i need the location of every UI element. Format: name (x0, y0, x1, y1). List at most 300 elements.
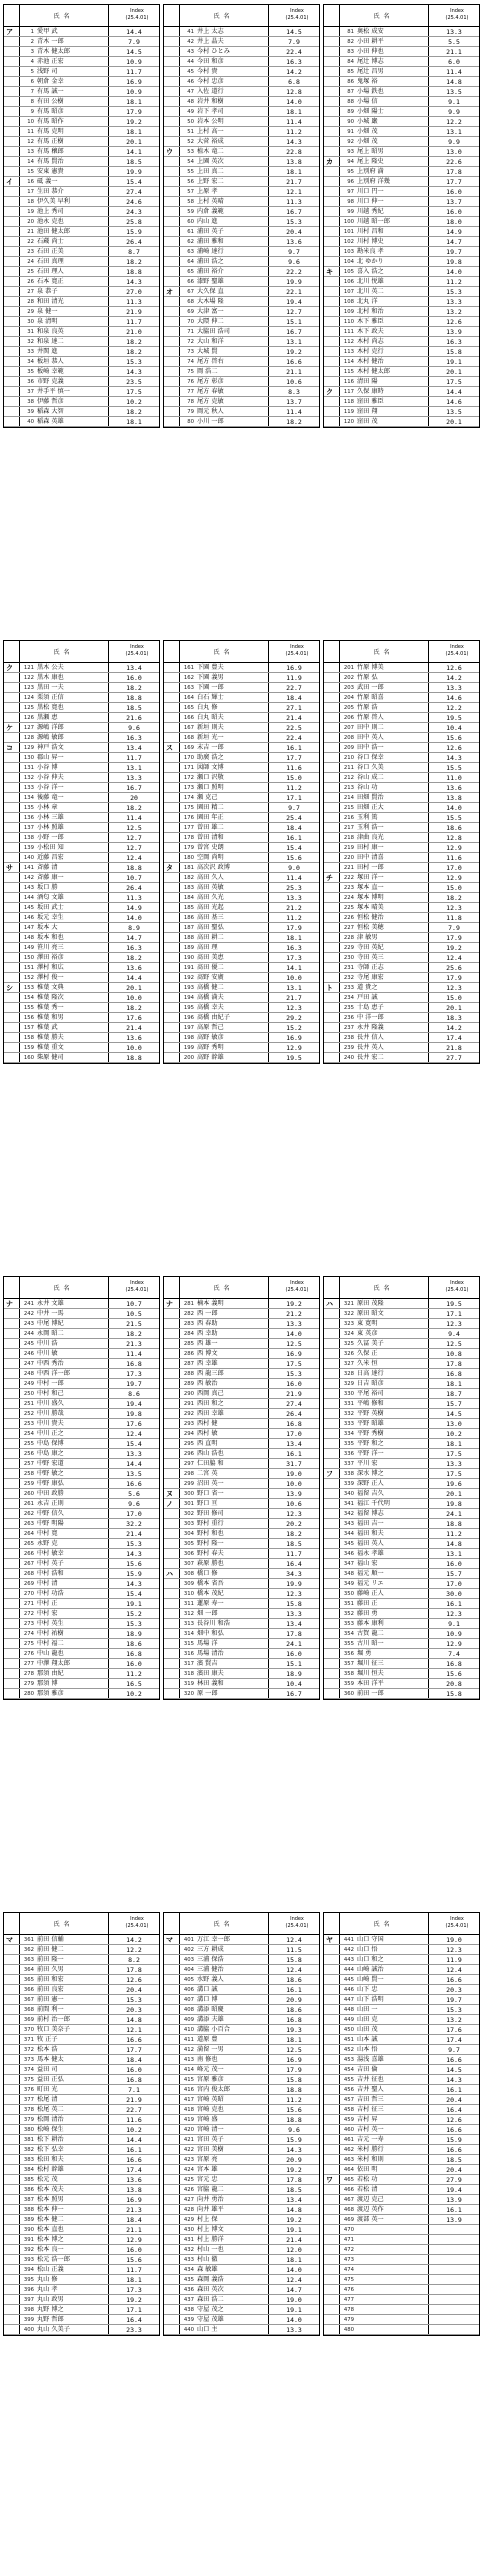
handicap-index: 19.5 (446, 1300, 462, 1308)
row-divider (428, 1033, 429, 1042)
handicap-index: 18.8 (126, 268, 142, 276)
handicap-index: 21.1 (126, 2226, 142, 2234)
row-divider (428, 1599, 429, 1608)
handicap-index: 19.8 (446, 1500, 462, 1508)
table-row (164, 277, 319, 287)
row-divider (428, 127, 429, 136)
row-divider (268, 337, 269, 346)
table-row (324, 167, 479, 177)
row-divider (428, 47, 429, 56)
row-divider (268, 127, 269, 136)
row-divider (428, 397, 429, 406)
row-number: 84 (347, 59, 354, 65)
row-number: 435 (183, 2277, 194, 2283)
column-header (164, 1913, 319, 1935)
handicap-index: 14.7 (126, 934, 142, 942)
handicap-index: 5.5 (448, 38, 460, 46)
table-row (164, 1499, 319, 1509)
row-number: 442 (343, 1947, 354, 1953)
member-name: 福江 千代明 (357, 1500, 390, 1507)
member-name: 中村 福二 (37, 1640, 64, 1647)
table-row (164, 377, 319, 387)
row-divider (108, 327, 109, 336)
member-name: 松下 弘幸 (37, 2146, 64, 2153)
row-divider (108, 1469, 109, 1478)
row-number: 317 (183, 1661, 194, 1667)
handicap-index: 14.1 (286, 964, 302, 972)
member-name: 中田 政勝 (37, 1490, 64, 1497)
table-row (324, 37, 479, 47)
row-number: 176 (183, 815, 194, 821)
member-name: 吉村 征三 (357, 2106, 384, 2113)
table-row (4, 1679, 159, 1689)
row-number: 253 (23, 1421, 34, 1427)
member-name: 有馬 昭彦 (37, 108, 64, 115)
member-name: 福留 博志 (357, 1510, 384, 1517)
table-row (324, 2035, 479, 2045)
member-name: 泉 清明 (37, 318, 58, 325)
table-row (324, 753, 479, 763)
handicap-index: 8.6 (128, 1390, 140, 1398)
row-divider (428, 1469, 429, 1478)
table-row (324, 993, 479, 1003)
table-row (4, 1499, 159, 1509)
member-name: 上園 英次 (197, 158, 224, 165)
handicap-index: 12.0 (286, 2246, 302, 2254)
row-number: 325 (343, 1341, 354, 1347)
handicap-index: 12.7 (126, 844, 142, 852)
row-number: 94 (347, 159, 354, 165)
row-divider (108, 2015, 109, 2024)
handicap-index: 19.0 (286, 2296, 302, 2304)
row-number: 162 (183, 675, 194, 681)
row-number: 300 (183, 1491, 194, 1497)
kana-group-label: タ (166, 864, 173, 872)
table-row (164, 1369, 319, 1379)
handicap-index: 13.1 (446, 128, 462, 136)
handicap-index: 16.3 (126, 734, 142, 742)
member-name: 中村 英子 (37, 1560, 64, 1567)
row-divider (108, 1519, 109, 1528)
row-number: 66 (187, 279, 194, 285)
member-name: 林田 義和 (197, 1680, 224, 1687)
table-row (324, 893, 479, 903)
handicap-index: 16.8 (126, 1650, 142, 1658)
row-number: 282 (183, 1311, 194, 1317)
row-number: 89 (347, 109, 354, 115)
row-divider (428, 1319, 429, 1328)
handicap-index: 16.1 (286, 744, 302, 752)
row-divider (268, 2225, 269, 2234)
member-name: 馬場 洋 (197, 1640, 218, 1647)
row-number: 448 (343, 2007, 354, 2013)
member-name: 坂田 武士 (37, 904, 64, 911)
handicap-index: 13.9 (286, 1490, 302, 1498)
row-divider (428, 2145, 429, 2154)
table-row (4, 157, 159, 167)
row-divider (268, 703, 269, 712)
member-name: 坂元 幸生 (37, 914, 64, 921)
row-divider (268, 873, 269, 882)
handicap-index: 27.4 (286, 1400, 302, 1408)
row-divider (268, 107, 269, 116)
member-name: 野村 重行 (197, 1520, 224, 1527)
row-number: 433 (183, 2257, 194, 2263)
row-number: 359 (343, 1681, 354, 1687)
row-divider (428, 923, 429, 932)
row-divider (428, 763, 429, 772)
table-row (4, 2035, 159, 2045)
member-name: 三浦 健治 (197, 1966, 224, 1973)
table-row (324, 1459, 479, 1469)
handicap-index: 7.9 (448, 924, 460, 932)
member-name: 伊藤 哲彦 (37, 398, 64, 405)
handicap-index: 27.7 (446, 1054, 462, 1062)
row-number: 208 (343, 735, 354, 741)
row-divider (268, 1519, 269, 1528)
member-name: 尾方 彰彦 (197, 378, 224, 385)
row-number: 141 (23, 865, 34, 871)
row-divider (428, 1359, 429, 1368)
name-header: 氏 名 (373, 1921, 391, 1928)
row-number: 38 (27, 399, 34, 405)
member-name: 那須 由紀 (37, 1670, 64, 1677)
table-row (324, 247, 479, 257)
row-number: 237 (343, 1025, 354, 1031)
row-divider (428, 873, 429, 882)
handicap-index: 14.5 (126, 48, 142, 56)
table-row (324, 397, 479, 407)
row-divider (108, 1639, 109, 1648)
row-divider (268, 147, 269, 156)
row-divider (108, 37, 109, 46)
member-name: 吉村 英一 (357, 2126, 384, 2133)
row-number: 443 (343, 1957, 354, 1963)
row-divider (268, 57, 269, 66)
table-row (164, 1629, 319, 1639)
handicap-index: 18.1 (446, 1440, 462, 1448)
table-row (4, 257, 159, 267)
row-divider (428, 377, 429, 386)
member-name: 道 貴之 (357, 984, 378, 991)
row-number: 428 (183, 2207, 194, 2213)
member-name: 清田 陽 (357, 378, 378, 385)
member-name: 松本 博之 (37, 2236, 64, 2243)
member-name: 有馬 誠一 (37, 88, 64, 95)
row-number: 74 (187, 359, 194, 365)
table-row (4, 1359, 159, 1369)
member-name: 野村 和也 (197, 1530, 224, 1537)
row-number: 478 (343, 2307, 354, 2313)
handicap-index: 19.2 (446, 944, 462, 952)
row-number: 120 (343, 419, 354, 425)
row-divider (108, 1985, 109, 1994)
member-name: 福山 宏 (357, 1560, 378, 1567)
table-row (164, 1589, 319, 1599)
handicap-index: 7.9 (288, 38, 300, 46)
member-name: 原田 茂隆 (357, 1300, 384, 1307)
row-number: 284 (183, 1331, 194, 1337)
row-number: 464 (343, 2167, 354, 2173)
table-row (164, 1023, 319, 1033)
row-number: 142 (23, 875, 34, 881)
row-divider (108, 2205, 109, 2214)
row-number: 449 (343, 2017, 354, 2023)
handicap-index: 15.9 (126, 228, 142, 236)
row-number: 111 (343, 329, 354, 335)
table-row (324, 1499, 479, 1509)
row-divider (428, 1329, 429, 1338)
row-number: 365 (23, 1977, 34, 1983)
member-name: 前村 治一郎 (37, 2016, 70, 2023)
member-name: 平川 宏 (357, 1460, 378, 1467)
handicap-index: 17.0 (126, 1510, 142, 1518)
table-row (164, 2195, 319, 2205)
index-header-label: Index (130, 1916, 144, 1922)
member-name: 福永 孝雄 (357, 1550, 384, 1557)
row-divider (108, 1549, 109, 1558)
handicap-index: 17.0 (446, 864, 462, 872)
row-divider (108, 377, 109, 386)
table-row (4, 287, 159, 297)
row-divider (268, 2125, 269, 2134)
table-row (4, 933, 159, 943)
table-row (324, 843, 479, 853)
table-row (164, 983, 319, 993)
row-divider (108, 2025, 109, 2034)
row-divider (268, 1509, 269, 1518)
row-divider (108, 2285, 109, 2294)
table-row (4, 2135, 159, 2145)
row-divider (428, 2235, 429, 2244)
row-number: 203 (343, 685, 354, 691)
table-row (164, 2225, 319, 2235)
row-divider (428, 367, 429, 376)
handicap-index: 19.4 (446, 2186, 462, 2194)
table-row (4, 77, 159, 87)
row-number: 105 (343, 269, 354, 275)
roster-column (323, 4, 480, 428)
row-divider (428, 177, 429, 186)
row-divider (428, 2055, 429, 2064)
handicap-index: 13.3 (286, 1320, 302, 1328)
table-row (4, 207, 159, 217)
table-row (324, 1409, 479, 1419)
handicap-index: 17.9 (286, 2066, 302, 2074)
name-header: 氏 名 (213, 1921, 231, 1928)
handicap-index: 13.7 (446, 198, 462, 206)
member-name: 池田 健太郎 (37, 228, 70, 235)
table-row (4, 1489, 159, 1499)
row-divider (268, 2155, 269, 2164)
row-divider (268, 913, 269, 922)
member-name: 二宮 英 (197, 1470, 218, 1477)
table-row (4, 883, 159, 893)
row-divider (268, 1499, 269, 1508)
row-number: 279 (23, 1681, 34, 1687)
member-name: 津曲 良光 (357, 834, 384, 841)
table-row (324, 2325, 479, 2335)
row-divider (108, 2075, 109, 2084)
member-name: 浦田 裕介 (197, 268, 224, 275)
row-number: 188 (183, 935, 194, 941)
row-number: 139 (23, 845, 34, 851)
roster-column (323, 1912, 480, 2336)
member-name: 前田 和宏 (37, 1976, 64, 1983)
kana-group-label: ヌ (166, 1490, 173, 1498)
table-row (164, 247, 319, 257)
table-row (4, 1669, 159, 1679)
row-divider (108, 1449, 109, 1458)
member-name: 中井 一馬 (37, 1310, 64, 1317)
row-number: 382 (23, 2147, 34, 2153)
member-name: 岩下 孝司 (197, 108, 224, 115)
member-name: 野村 春夫 (197, 1550, 224, 1557)
roster-column (323, 640, 480, 1064)
table-row (324, 57, 479, 67)
member-name: 黒松 寛也 (37, 704, 64, 711)
handicap-index: 18.2 (286, 418, 302, 426)
table-row (4, 1599, 159, 1609)
row-divider (428, 77, 429, 86)
handicap-index: 13.2 (446, 308, 462, 316)
handicap-index: 11.9 (446, 1956, 462, 1964)
handicap-index: 13.6 (446, 784, 462, 792)
roster-column (3, 640, 160, 1064)
member-name: 大山 和洋 (197, 338, 224, 345)
member-name: 末吉 一郎 (197, 744, 224, 751)
row-divider (268, 1349, 269, 1358)
row-number: 342 (343, 1511, 354, 1517)
handicap-index: 15.3 (126, 1996, 142, 2004)
row-divider (268, 973, 269, 982)
handicap-index: 20.1 (446, 418, 462, 426)
handicap-index: 13.5 (126, 1470, 142, 1478)
table-row (324, 227, 479, 237)
row-number: 174 (183, 795, 194, 801)
row-divider (428, 1955, 429, 1964)
table-row (324, 2105, 479, 2115)
member-name: 西 直明 (197, 1440, 218, 1447)
table-row (164, 1549, 319, 1559)
member-name: 湯浅 喜雄 (357, 2056, 384, 2063)
handicap-index: 21.9 (126, 2096, 142, 2104)
handicap-index: 19.7 (446, 248, 462, 256)
member-name: 久保 正 (357, 1350, 378, 1357)
header-divider (19, 641, 20, 662)
table-row (164, 1985, 319, 1995)
row-divider (428, 2295, 429, 2304)
row-number: 14 (27, 159, 34, 165)
row-divider (268, 1419, 269, 1428)
handicap-index: 27.1 (286, 704, 302, 712)
row-number: 102 (343, 239, 354, 245)
name-header: 氏 名 (213, 649, 231, 656)
member-name: 藤崎 正人 (357, 1590, 384, 1597)
table-row (324, 2005, 479, 2015)
row-divider (108, 1429, 109, 1438)
row-number: 402 (183, 1947, 194, 1953)
row-divider (108, 127, 109, 136)
handicap-index: 9.6 (288, 258, 300, 266)
row-divider (108, 943, 109, 952)
handicap-index: 16.8 (126, 2076, 142, 2084)
table-row (164, 2115, 319, 2125)
handicap-index: 19.1 (126, 1600, 142, 1608)
table-row (324, 1945, 479, 1955)
handicap-index: 16.1 (446, 2086, 462, 2094)
table-row (164, 793, 319, 803)
member-name: 山口 和之 (357, 1956, 384, 1963)
row-divider (268, 743, 269, 752)
handicap-index: 9.1 (448, 98, 460, 106)
row-divider (428, 2315, 429, 2324)
table-row (164, 67, 319, 77)
handicap-index: 14.3 (446, 754, 462, 762)
handicap-index: 12.9 (286, 1044, 302, 1052)
member-name: 前田 信輔 (37, 1936, 64, 1943)
row-number: 156 (23, 1015, 34, 1021)
table-row (164, 1429, 319, 1439)
header-divider (108, 1277, 109, 1298)
table-row (324, 307, 479, 317)
member-name: 髙田 美恵 (197, 954, 224, 961)
table-row (164, 227, 319, 237)
handicap-index: 11.0 (446, 774, 462, 782)
row-divider (108, 2125, 109, 2134)
member-name: 尾辻 博志 (357, 58, 384, 65)
table-row (4, 1559, 159, 1569)
table-row (324, 1419, 479, 1429)
table-row (4, 2075, 159, 2085)
handicap-index: 13.4 (126, 664, 142, 672)
row-divider (268, 297, 269, 306)
handicap-index: 12.3 (446, 1946, 462, 1954)
index-header-date: (25.4.01) (285, 15, 309, 21)
row-number: 290 (183, 1391, 194, 1397)
row-divider (108, 207, 109, 216)
table-row (164, 157, 319, 167)
member-name: 高田 基三 (197, 914, 224, 921)
row-divider (108, 773, 109, 782)
index-header (117, 8, 157, 22)
row-number: 214 (343, 795, 354, 801)
kana-group-label: マ (6, 1936, 13, 1944)
handicap-index: 6.0 (448, 58, 460, 66)
row-number: 165 (183, 705, 194, 711)
row-number: 301 (183, 1501, 194, 1507)
table-row (164, 2105, 319, 2115)
member-name: 井上 太志 (197, 28, 224, 35)
table-row (164, 2095, 319, 2105)
row-divider (428, 2035, 429, 2044)
member-name: 西田 和之 (197, 1400, 224, 1407)
member-name: 和田 清光 (37, 298, 64, 305)
table-row (324, 2165, 479, 2175)
row-divider (108, 77, 109, 86)
member-name: 近藤 昌宏 (37, 854, 64, 861)
row-number: 294 (183, 1431, 194, 1437)
member-name: 中村 英生 (37, 1620, 64, 1627)
row-number: 416 (183, 2087, 194, 2093)
member-name: 図師 文博 (197, 764, 224, 771)
member-name: 高橋 満夫 (197, 994, 224, 1001)
row-number: 242 (23, 1311, 34, 1317)
column-header (4, 641, 159, 663)
row-divider (428, 1399, 429, 1408)
handicap-index: 10.5 (126, 1310, 142, 1318)
member-name: 石田 理人 (37, 268, 64, 275)
